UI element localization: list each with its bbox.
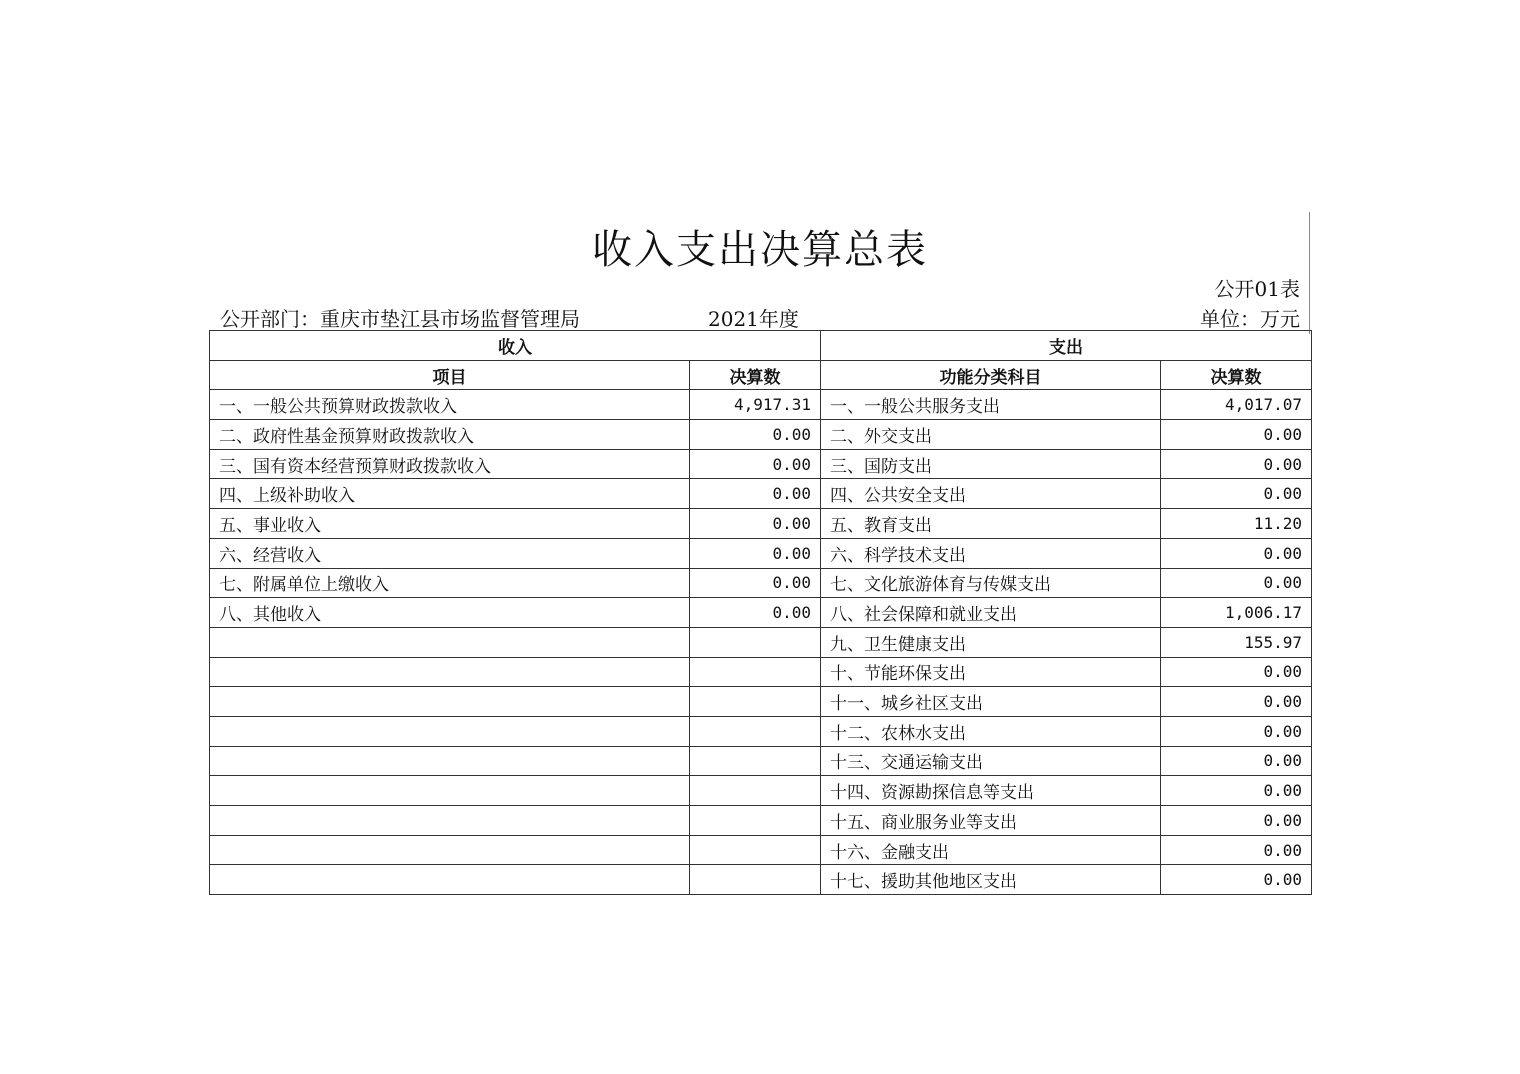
form-number: 公开01表 (1214, 277, 1300, 301)
income-amount-cell: 0.00 (690, 568, 821, 598)
expense-item-cell: 九、卫生健康支出 (821, 627, 1161, 657)
expense-amount-cell: 0.00 (1161, 806, 1312, 836)
expense-amount-cell: 0.00 (1161, 538, 1312, 568)
income-item-cell (210, 835, 690, 865)
expense-amount-cell: 0.00 (1161, 776, 1312, 806)
income-amount-cell (690, 657, 821, 687)
income-item-cell (210, 716, 690, 746)
income-amount-cell (690, 776, 821, 806)
expense-amount-cell: 0.00 (1161, 449, 1312, 479)
table-row (210, 627, 1312, 657)
table-row (210, 568, 1312, 598)
expense-amount-header: 决算数 (1161, 360, 1312, 390)
income-amount-cell: 0.00 (690, 420, 821, 450)
expense-amount-cell: 155.97 (1161, 627, 1312, 657)
expense-item-cell: 八、社会保障和就业支出 (821, 598, 1161, 628)
table-row (210, 657, 1312, 687)
table-row (210, 835, 1312, 865)
group-header-row (210, 331, 1312, 361)
table-row (210, 687, 1312, 717)
income-amount-header: 决算数 (690, 360, 821, 390)
income-amount-cell (690, 835, 821, 865)
table-row (210, 746, 1312, 776)
expense-amount-cell: 0.00 (1161, 716, 1312, 746)
expense-item-cell: 二、外交支出 (821, 420, 1161, 450)
table-row (210, 538, 1312, 568)
table-row (210, 449, 1312, 479)
income-item-cell: 三、国有资本经营预算财政拨款收入 (210, 449, 690, 479)
expense-item-cell: 十四、资源勘探信息等支出 (821, 776, 1161, 806)
table-row (210, 479, 1312, 509)
table-body (210, 390, 1312, 895)
income-amount-cell: 0.00 (690, 509, 821, 539)
unit-label: 单位：万元 (1200, 307, 1300, 331)
column-header-row (210, 360, 1312, 390)
table-row (210, 598, 1312, 628)
income-amount-cell (690, 746, 821, 776)
page-title: 收入支出决算总表 (592, 227, 928, 273)
table-row (210, 865, 1312, 895)
expense-amount-cell: 11.20 (1161, 509, 1312, 539)
expense-amount-cell: 0.00 (1161, 568, 1312, 598)
income-item-cell (210, 806, 690, 836)
table-row (210, 420, 1312, 450)
income-amount-cell (690, 687, 821, 717)
table-row (210, 390, 1312, 420)
income-amount-cell (690, 716, 821, 746)
table-row (210, 509, 1312, 539)
income-item-cell: 六、经营收入 (210, 538, 690, 568)
expense-item-cell: 十六、金融支出 (821, 835, 1161, 865)
expense-item-header: 功能分类科目 (821, 360, 1161, 390)
expense-item-cell: 十二、农林水支出 (821, 716, 1161, 746)
expense-amount-cell: 0.00 (1161, 835, 1312, 865)
income-item-cell: 五、事业收入 (210, 509, 690, 539)
income-amount-cell (690, 865, 821, 895)
income-amount-cell: 0.00 (690, 449, 821, 479)
income-item-cell: 七、附属单位上缴收入 (210, 568, 690, 598)
income-amount-cell: 0.00 (690, 538, 821, 568)
income-group-header: 收入 (210, 331, 821, 361)
expense-item-cell: 五、教育支出 (821, 509, 1161, 539)
expense-amount-cell: 0.00 (1161, 687, 1312, 717)
income-item-cell: 一、一般公共预算财政拨款收入 (210, 390, 690, 420)
table-row (210, 776, 1312, 806)
income-item-cell (210, 746, 690, 776)
expense-item-cell: 十、节能环保支出 (821, 657, 1161, 687)
expense-amount-cell: 0.00 (1161, 746, 1312, 776)
department-label: 公开部门：重庆市垫江县市场监督管理局 (220, 307, 580, 331)
income-item-header: 项目 (210, 360, 690, 390)
income-item-cell (210, 687, 690, 717)
income-amount-cell: 4,917.31 (690, 390, 821, 420)
income-item-cell (210, 657, 690, 687)
expense-amount-cell: 1,006.17 (1161, 598, 1312, 628)
expense-item-cell: 七、文化旅游体育与传媒支出 (821, 568, 1161, 598)
expense-amount-cell: 4,017.07 (1161, 390, 1312, 420)
fiscal-year: 2021年度 (708, 307, 799, 331)
expense-item-cell: 十一、城乡社区支出 (821, 687, 1161, 717)
expense-item-cell: 六、科学技术支出 (821, 538, 1161, 568)
expense-item-cell: 三、国防支出 (821, 449, 1161, 479)
income-amount-cell: 0.00 (690, 598, 821, 628)
expense-item-cell: 十五、商业服务业等支出 (821, 806, 1161, 836)
expense-amount-cell: 0.00 (1161, 865, 1312, 895)
income-item-cell: 二、政府性基金预算财政拨款收入 (210, 420, 690, 450)
income-item-cell: 四、上级补助收入 (210, 479, 690, 509)
income-item-cell (210, 627, 690, 657)
expense-item-cell: 十七、援助其他地区支出 (821, 865, 1161, 895)
expense-amount-cell: 0.00 (1161, 479, 1312, 509)
expense-group-header: 支出 (821, 331, 1312, 361)
expense-item-cell: 四、公共安全支出 (821, 479, 1161, 509)
expense-item-cell: 十三、交通运输支出 (821, 746, 1161, 776)
income-amount-cell: 0.00 (690, 479, 821, 509)
income-amount-cell (690, 627, 821, 657)
expense-amount-cell: 0.00 (1161, 420, 1312, 450)
expense-item-cell: 一、一般公共服务支出 (821, 390, 1161, 420)
expense-amount-cell: 0.00 (1161, 657, 1312, 687)
income-expense-table (209, 330, 1312, 895)
income-item-cell: 八、其他收入 (210, 598, 690, 628)
table-row (210, 806, 1312, 836)
income-item-cell (210, 776, 690, 806)
table-row (210, 716, 1312, 746)
income-item-cell (210, 865, 690, 895)
income-amount-cell (690, 806, 821, 836)
